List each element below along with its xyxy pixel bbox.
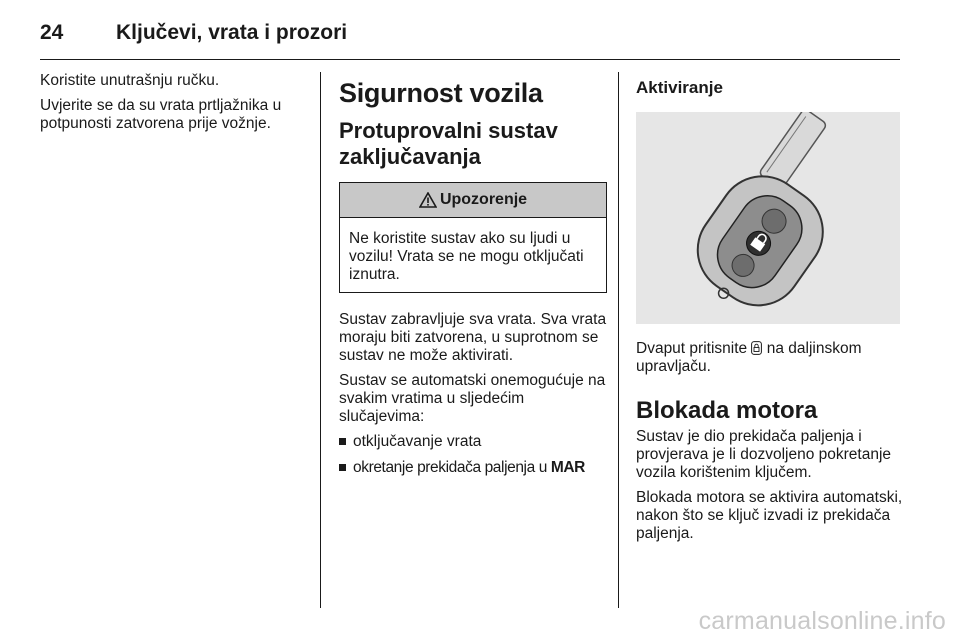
page-header <box>40 18 347 48</box>
lock-button-icon <box>751 341 762 355</box>
caption-text: Dvaput pritisnite <box>636 340 752 357</box>
watermark: carmanualsonline.info <box>698 607 946 635</box>
list-item <box>339 433 607 451</box>
list-item <box>339 459 607 477</box>
list-item-text: otključavanje vrata <box>353 433 482 450</box>
paragraph: Sustav se automatski onemogućuje na svakim vratima u sljedećim slučajevima: <box>339 372 606 425</box>
page-title: Ključevi, vrata i prozori <box>116 21 348 44</box>
subsection-heading: Protuprovalni sustav zaključavanja <box>339 118 558 169</box>
warning-header <box>340 183 606 218</box>
caption-text: na daljinskom upravljaču. <box>636 340 862 375</box>
column-right <box>636 72 904 550</box>
ignition-position-label: MAR <box>550 459 585 476</box>
subsection-heading: Aktiviranje <box>636 78 723 97</box>
column-divider <box>618 72 619 608</box>
warning-box <box>339 182 607 293</box>
paragraph: Sustav zabravljuje sva vrata. Sva vrata moraju biti zatvorena, u suprotnom se sustav ne može aktivirati. <box>339 311 607 364</box>
key-fob-illustration <box>636 112 900 324</box>
paragraph: Uvjerite se da su vrata prtljažnika u potpunosti zatvorena prije vožnje. <box>40 97 282 132</box>
bullet-list <box>339 433 607 477</box>
warning-text: Ne koristite sustav ako su ljudi u vozilu! Vrata se ne mogu otključati iznutra. <box>349 230 584 283</box>
bullet-icon <box>339 438 346 445</box>
list-item-text: okretanje prekidača paljenja u <box>353 459 551 476</box>
column-divider <box>320 72 321 608</box>
column-middle <box>339 72 607 485</box>
paragraph: Koristite unutrašnju ručku. <box>40 72 220 89</box>
section-heading: Sigurnost vozila <box>339 78 543 108</box>
paragraph: Sustav je dio prekidača paljenja i provjerava je li dozvoljeno pokretanje vozila korištenim ključem. <box>636 428 892 481</box>
bullet-icon <box>339 464 346 471</box>
page-number: 24 <box>40 21 64 44</box>
header-divider <box>40 59 900 60</box>
image-caption <box>636 340 904 376</box>
column-left <box>40 72 308 140</box>
paragraph: Blokada motora se aktivira automatski, nakon što se ključ izvadi iz prekidača paljenja. <box>636 489 903 542</box>
warning-title: Upozorenje <box>439 191 528 208</box>
warning-body <box>340 218 606 292</box>
section-heading: Blokada motora <box>636 397 818 424</box>
warning-triangle-icon <box>419 192 437 208</box>
